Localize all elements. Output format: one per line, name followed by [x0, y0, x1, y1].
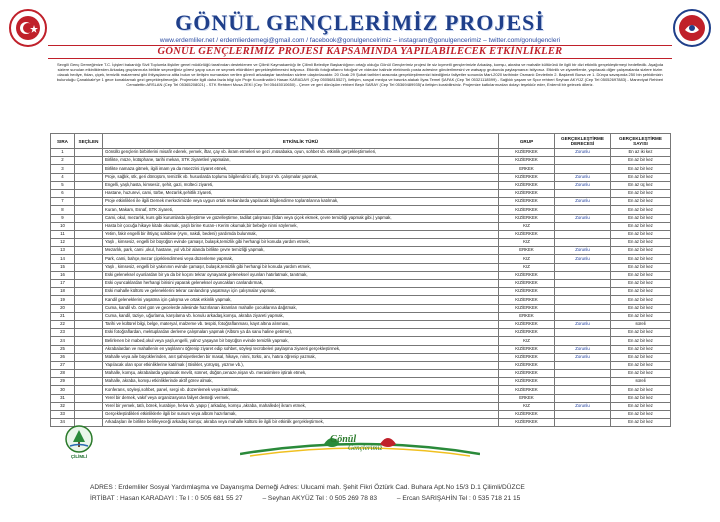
- table-row: [51, 370, 671, 378]
- row-group: KIZ/ERKEK: [499, 320, 555, 328]
- row-degree: [555, 361, 611, 369]
- row-count: süreli: [611, 378, 671, 386]
- row-selected-checkbox[interactable]: [75, 337, 103, 345]
- row-selected-checkbox[interactable]: [75, 304, 103, 312]
- row-selected-checkbox[interactable]: [75, 361, 103, 369]
- row-count: En az bir kez: [611, 271, 671, 279]
- row-activity: Yaşlı , kimsesiz, engelli bir yakınının evinde çamaşır, bulaşık,temizlik gibi herhangi bir konuda yardım etmek,: [103, 263, 499, 271]
- row-activity: Arkadaşları ile birlikte belirleyeceği arkadaş komşu; akraba veya mahalle kültürü ile ilgili bir etkinlik gerçekleştirmek,: [103, 419, 499, 427]
- row-selected-checkbox[interactable]: [75, 181, 103, 189]
- row-selected-checkbox[interactable]: [75, 198, 103, 206]
- row-count: En az bir kez: [611, 312, 671, 320]
- row-degree: Zorunlu: [555, 214, 611, 222]
- table-row: [51, 386, 671, 394]
- footer-address: ADRES : Erdemliler Sosyal Yardımlaşma ve Dayanışma Derneği Adres: Ulucami mah. Şehit Fikri Öztürk Cad. Buhara Apt.No 15/3 D.1 Çilimli/DÜZCE: [90, 484, 525, 491]
- row-activity: Yaşlı , kimsesiz, engelli bir büyüğün evinde çamaşır, bulaşık,temizlik gibi herhangi bir konuda yardım etmek,: [103, 239, 499, 247]
- row-group: KIZ/ERKEK: [499, 288, 555, 296]
- row-number: 8: [51, 206, 75, 214]
- row-degree: [555, 222, 611, 230]
- table-row: [51, 247, 671, 255]
- row-number: 22: [51, 320, 75, 328]
- row-number: 10: [51, 222, 75, 230]
- intro-paragraph: Sevgili Genç Derneğimize T.C. İçişleri bakanlığı Sivil Toplumla ilişkiler genel müdürlüğü tarafından desteklenen ve Çilimli Kaymakamlığı ile Çilimli Belediye Başkanlığının ortağı olduğu Gönül Gençlerimiz projesi ile siz kıymetli gençlerimizle Arkadaş, komşu, akraba ve mahalle kültürünü ile ilgili bir dizi etkinlik gerçekleştirmeyi hedefledik. Aşağıda sizlere sunulan etkinliklerden Arkadaş gruplarınızla birlikte seçeceğiniz görevi yapıp uzun ve seçmek etkinlikleri gerçekleştirilmesini istiyoruz. Etkinlik fotoğraflarını fotoğraf ve videolar halinde elektronik posta adresine gönderilmesini ve watsapp grubunda paylaşmanızı istiyoruz. Etkinlik ve ziyaretlerde, yapılacak diğer çalışmalarda sizlere bizim olacak hediye, fidan, çiçek, temizlik malzemesi gibi ihtiyaçlarınız altta bulun ve iletişim numaraları verilen görevli arkadaşlar tarafından sizlere ulaştırılacaktır. 20 Ocak 29 Şubat tarihleri arasında gerçekleştirmenizi istediğimiz faliyetler sonunda Mart-2020 tarihinde Osmanlı Devletinin 2. Başkenti Bursa ve 1. Dünya savaşında 250 bin şehidimizin bulunduğu Çanakkale'ye 1 gece konaklamalı gezi gerçekleştireceğiz. Projemizle ilgili daha fazla bilgi için Proje Koordinatörü Hasan KARADAYI (Cep 05056815527), iletişim, sosyal medya ve basınla alakalı İlyas Temel ŞAFAK (Cep Tel 05321118599) - Sağlıklı yaşam ve Spor rehberi Seyhan AKYÜZ (Cep Tel 05052697883) - Maneviyat Rehberi Cemalettin ARSLAN (Cep Tel 05365208021) - STK Rehberi Musa ZEKİ (Cep Tel 05445010650) - Çevre ve geri dönüşüm rehberi Beşir SARAY (Cep Tel 05369489935)'a iletişim kurabilirsiniz. Projemize katkılarınızdan dolayı teşekkür eder, Erdemli bir gelecek dileriz.: [56, 62, 664, 87]
- table-row: [51, 361, 671, 369]
- table-row: [51, 157, 671, 165]
- row-degree: [555, 411, 611, 419]
- row-degree: [555, 329, 611, 337]
- row-selected-checkbox[interactable]: [75, 173, 103, 181]
- row-count: En az bir kez: [611, 173, 671, 181]
- row-count: En az bir kez: [611, 165, 671, 173]
- row-activity: Birlikte namaza gitmek, ilgili imam ya da müezzini ziyaret etmek,: [103, 165, 499, 173]
- subtitle-divider: [48, 58, 672, 59]
- row-selected-checkbox[interactable]: [75, 411, 103, 419]
- row-activity: Eski geleneksel oyunlardan bir ya da bir koçını tekrar oynayarak geleneksel oyunları hatırlatmak, tanıtmak,: [103, 271, 499, 279]
- row-activity: Proje, sağlık, stk, geri dönüşüm, temizlik vb. hususlarda toplumu bilgilendirici afiş, broşür vb. çalışmalar yapmak,: [103, 173, 499, 181]
- brand-subtitle: Gençlerimiz: [348, 444, 383, 452]
- table-header-row: [51, 134, 671, 149]
- row-count: En az bir kez: [611, 222, 671, 230]
- row-number: 17: [51, 280, 75, 288]
- table-row: [51, 329, 671, 337]
- table-row: [51, 214, 671, 222]
- row-group: KIZ/ERKEK: [499, 198, 555, 206]
- row-degree: [555, 386, 611, 394]
- row-group: KIZ/ERKEK: [499, 271, 555, 279]
- row-activity: Kandil geleneklerini yaşatma için çalışma ve ortak etkinlik yapmak,: [103, 296, 499, 304]
- row-activity: Belirlenen bir mabed,okul veya yaşlı,engelli, yalnız yaşayan bir büyüğün evinde temizlik yapmak,: [103, 337, 499, 345]
- row-group: KIZ/ERKEK: [499, 378, 555, 386]
- row-activity: Eski oyuncaklardan herhangi birisini yaparak geleneksel oyuncakları canlandırmak,: [103, 280, 499, 288]
- row-group: KIZ: [499, 239, 555, 247]
- row-degree: [555, 271, 611, 279]
- row-number: 5: [51, 181, 75, 189]
- row-degree: [555, 296, 611, 304]
- table-row: [51, 173, 671, 181]
- row-count: En az bir kez: [611, 361, 671, 369]
- row-count: En az bir kez: [611, 198, 671, 206]
- row-activity: Cuma, kandil, taziye, uğurlama, karşılama vb. konulu arkadaş,komşu, akraba ziyareti yapmak,: [103, 312, 499, 320]
- row-activity: Yapılacak olan spor etkinliklerine katılmak ( Bisiklet, yürüyüş, yüzme vb.),: [103, 361, 499, 369]
- row-selected-checkbox[interactable]: [75, 329, 103, 337]
- row-group: KIZ/ERKEK: [499, 345, 555, 353]
- row-number: 24: [51, 337, 75, 345]
- row-activity: Tarihi ve kültürel bilgi, belge, materyal, malzeme vb. tespiti, fotoğraflanması, kayıt altına alınması,: [103, 320, 499, 328]
- table-row: [51, 189, 671, 197]
- row-count: En az bir kez: [611, 189, 671, 197]
- row-number: 27: [51, 361, 75, 369]
- row-number: 12: [51, 239, 75, 247]
- activities-table: [50, 133, 671, 427]
- row-selected-checkbox[interactable]: [75, 402, 103, 410]
- row-group: ERKEK: [499, 394, 555, 402]
- row-number: 32: [51, 402, 75, 410]
- row-number: 29: [51, 378, 75, 386]
- row-number: 33: [51, 411, 75, 419]
- row-degree: [555, 280, 611, 288]
- row-number: 31: [51, 394, 75, 402]
- row-group: ERKEK: [499, 165, 555, 173]
- row-group: KIZ/ERKEK: [499, 386, 555, 394]
- row-group: KIZ/ERKEK: [499, 189, 555, 197]
- row-count: En az bir kez: [611, 280, 671, 288]
- row-count: En az üç kez: [611, 181, 671, 189]
- row-count: En az bir kez: [611, 419, 671, 427]
- table-row: [51, 304, 671, 312]
- row-count: En az bir kez: [611, 402, 671, 410]
- row-group: ERKEK: [499, 312, 555, 320]
- row-degree: Zorunlu: [555, 149, 611, 157]
- row-count: En az bir kez: [611, 255, 671, 263]
- table-row: [51, 255, 671, 263]
- table-row: [51, 271, 671, 279]
- row-count: süreli: [611, 320, 671, 328]
- row-activity: Eski mahalle kültürü ve geleneklerini tekrar canlandırıp yaşatmayı için çalışmalar yapmak,: [103, 288, 499, 296]
- row-activity: Gönüllü gençlerin birbirlerini misafir ederek, yemek, iftar, çay vb. ikram etmeleri ve gezi ,müsabaka, oyun, sohbet vb. etkinlik gerçekleştirmeleri,: [103, 149, 499, 157]
- row-count: En az iki kez: [611, 149, 671, 157]
- row-group: KIZ/ERKEK: [499, 173, 555, 181]
- table-row: [51, 394, 671, 402]
- row-count: En az bir kez: [611, 214, 671, 222]
- row-activity: Yetim, fakir engelli bir ihtiyaç sahibine (Aynı, nakdi, bedeni) yardımda bulunmak,: [103, 230, 499, 238]
- row-number: 15: [51, 263, 75, 271]
- row-number: 13: [51, 247, 75, 255]
- row-number: 19: [51, 296, 75, 304]
- row-selected-checkbox[interactable]: [75, 206, 103, 214]
- row-activity: Eski fotoğraflardan, mektuplardan derleme çalışmaları yapmak (Albüm ya da sanu haline getirme),: [103, 329, 499, 337]
- row-degree: [555, 288, 611, 296]
- row-group: KIZ/ERKEK: [499, 149, 555, 157]
- row-number: 18: [51, 288, 75, 296]
- row-selected-checkbox[interactable]: [75, 320, 103, 328]
- row-group: ERKEK: [499, 247, 555, 255]
- header-grup: GRUP: [499, 134, 555, 149]
- row-number: 26: [51, 353, 75, 361]
- row-number: 9: [51, 214, 75, 222]
- row-degree: Zorunlu: [555, 173, 611, 181]
- row-activity: Akrabalardan ve mahallenin en yaşlılarını öğrenip ziyaret edip sohbet, söyleşi tecrübeleri paylaşma ziyareti gerçekleştirmek,: [103, 345, 499, 353]
- row-degree: Zorunlu: [555, 320, 611, 328]
- table-row: [51, 345, 671, 353]
- row-selected-checkbox[interactable]: [75, 149, 103, 157]
- row-degree: [555, 304, 611, 312]
- row-activity: Hasta bir çocuğa hikaye kitabı okumak, yaşlı birine Kuran-ı Kerim okumak,bir bebeğe ninni söylemek,: [103, 222, 499, 230]
- row-activity: Cuma, kandil vb. özel gün ve gecelerde ailesinde hazırlanan ikramları mahalle çocuklarına dağıtmak,: [103, 304, 499, 312]
- row-activity: Yerel bir dernek, vakıf veya organizasyona faliyet desteği vermek,: [103, 394, 499, 402]
- row-group: KIZ/ERKEK: [499, 353, 555, 361]
- row-activity: Engelli, yaşlı,hasta, kimsesiz, şehit, gazi, mülteci ziyareti,: [103, 181, 499, 189]
- cilimli-municipality-logo-icon: [64, 424, 94, 454]
- table-row: [51, 411, 671, 419]
- row-group: KIZ/ERKEK: [499, 230, 555, 238]
- row-group: KIZ/ERKEK: [499, 419, 555, 427]
- row-degree: Zorunlu: [555, 353, 611, 361]
- row-number: 3: [51, 165, 75, 173]
- table-row: [51, 206, 671, 214]
- row-degree: [555, 165, 611, 173]
- row-number: 7: [51, 198, 75, 206]
- row-degree: [555, 370, 611, 378]
- table-row: [51, 198, 671, 206]
- row-count: En az bir kez: [611, 411, 671, 419]
- table-row: [51, 378, 671, 386]
- row-activity: Mahalle, akraba, komşu etkinliklerinde aktif görev almak,: [103, 378, 499, 386]
- row-degree: [555, 337, 611, 345]
- row-count: En az bir kez: [611, 370, 671, 378]
- row-degree: [555, 239, 611, 247]
- row-degree: Zorunlu: [555, 402, 611, 410]
- row-degree: Zorunlu: [555, 181, 611, 189]
- row-selected-checkbox[interactable]: [75, 165, 103, 173]
- table-row: [51, 320, 671, 328]
- row-selected-checkbox[interactable]: [75, 296, 103, 304]
- row-activity: Mahalle veya aile büyüklerinden, anıt şahsiyetlerden bir masal, hikaye, ninni, türkü, anı, hatıra öğrenip yazmak,: [103, 353, 499, 361]
- table-row: [51, 181, 671, 189]
- row-degree: [555, 157, 611, 165]
- cilimli-label: ÇİLİMLİ: [70, 454, 88, 459]
- row-selected-checkbox[interactable]: [75, 214, 103, 222]
- row-group: KIZ/ERKEK: [499, 296, 555, 304]
- row-number: 28: [51, 370, 75, 378]
- row-number: 11: [51, 230, 75, 238]
- row-number: 6: [51, 189, 75, 197]
- row-degree: [555, 312, 611, 320]
- row-count: En az bir kez: [611, 394, 671, 402]
- row-group: KIZ/ERKEK: [499, 206, 555, 214]
- contact-karadayi: İRTİBAT : Hasan KARADAYI : Te l : 0 505 681 55 27: [90, 495, 243, 502]
- table-row: [51, 239, 671, 247]
- page-subtitle: GÖNÜL GENÇLERİMİZ PROJESİ KAPSAMINDA YAPILABİLECEK ETKİNLİKLER: [157, 46, 563, 57]
- row-activity: Kuran, Makam, Esnaf, STK ziyareti,: [103, 206, 499, 214]
- row-selected-checkbox[interactable]: [75, 370, 103, 378]
- row-count: En az bir kez: [611, 288, 671, 296]
- row-selected-checkbox[interactable]: [75, 394, 103, 402]
- row-count: En az bir kez: [611, 353, 671, 361]
- row-degree: Zorunlu: [555, 255, 611, 263]
- row-selected-checkbox[interactable]: [75, 386, 103, 394]
- row-group: KIZ: [499, 263, 555, 271]
- row-activity: Yerel bir yemek, tatlı, börek, kurabiye, helva vb. yapıp ( arkadaş, komşu ,akraba, mahallede) ikram etmek,: [103, 402, 499, 410]
- table-row: [51, 296, 671, 304]
- row-count: En az bir kez: [611, 304, 671, 312]
- row-group: KIZ/ERKEK: [499, 214, 555, 222]
- row-degree: [555, 263, 611, 271]
- row-selected-checkbox[interactable]: [75, 222, 103, 230]
- table-row: [51, 222, 671, 230]
- row-group: KIZ: [499, 255, 555, 263]
- row-number: 20: [51, 304, 75, 312]
- table-row: [51, 353, 671, 361]
- table-row: [51, 165, 671, 173]
- row-activity: Cami, okul, mezarlık, kurs gibi kurumlarda iyileştirme ve güzelleştirme, tadilat çalışması (fidan veya çiçek ekmek, çevre temizliği yapmak gibi.) yapmak,: [103, 214, 499, 222]
- row-activity: Proje etkinlikleri ile ilgili Dernek merkezimizde veya uygun ortak mekanlarda yapılacak bilgilendirme toplantılarına katılmak,: [103, 198, 499, 206]
- row-count: En az bir kez: [611, 247, 671, 255]
- row-selected-checkbox[interactable]: [75, 263, 103, 271]
- row-group: KIZ: [499, 337, 555, 345]
- row-count: En az bir kez: [611, 337, 671, 345]
- row-selected-checkbox[interactable]: [75, 239, 103, 247]
- row-number: 16: [51, 271, 75, 279]
- brand-title: Gönül: [330, 434, 357, 445]
- row-count: En az bir kez: [611, 345, 671, 353]
- row-selected-checkbox[interactable]: [75, 230, 103, 238]
- table-row: [51, 230, 671, 238]
- row-number: 25: [51, 345, 75, 353]
- row-number: 2: [51, 157, 75, 165]
- contact-links: www.erdemliler.net / erdemlierdemegi@gmail.com / facebook@gonulgencelrimiz – instagram@gonulgencerimiz – twitter.com/gonulgencleri: [159, 37, 561, 44]
- header-derece: GERÇEKLEŞTİRME DERECESİ: [555, 134, 611, 149]
- row-count: En az bir kez: [611, 206, 671, 214]
- row-number: 4: [51, 173, 75, 181]
- row-selected-checkbox[interactable]: [75, 378, 103, 386]
- row-number: 1: [51, 149, 75, 157]
- table-row: [51, 419, 671, 427]
- header-sayi: GERÇEKLEŞTİRME SAYISI: [611, 134, 671, 149]
- table-row: [51, 312, 671, 320]
- row-activity: Gerçekleştirdikleri etkinliklerle ilgili bir sunum veya albüm hazırlamak,: [103, 411, 499, 419]
- footer-contacts: [90, 495, 710, 502]
- row-count: En az bir kez: [611, 263, 671, 271]
- row-activity: Mezarlık, park, cami ,okul, hastane, yol vb.bir alanda birlikte çevre temizliği yapmak,: [103, 247, 499, 255]
- row-selected-checkbox[interactable]: [75, 353, 103, 361]
- row-group: KIZ/ERKEK: [499, 181, 555, 189]
- row-group: KIZ/ERKEK: [499, 370, 555, 378]
- row-degree: Zorunlu: [555, 247, 611, 255]
- row-number: 23: [51, 329, 75, 337]
- row-activity: Hastane, huzurevi, cami, türbe, Mezarlık,şehitlik ziyareti,: [103, 189, 499, 197]
- row-number: 14: [51, 255, 75, 263]
- table-row: [51, 402, 671, 410]
- table-row: [51, 288, 671, 296]
- row-degree: [555, 189, 611, 197]
- row-degree: [555, 206, 611, 214]
- table-row: [51, 337, 671, 345]
- header-etkinlik: ETKİNLİK TÜRÜ: [103, 134, 499, 149]
- row-group: KIZ/ERKEK: [499, 280, 555, 288]
- header-sira: SIRA: [51, 134, 75, 149]
- row-group: KIZ: [499, 402, 555, 410]
- row-activity: Mahalle, komşu, akrabalarda yapılacak mevlit, sünnet, düğün,cenaze,nişan vb. merasimlere iştirak etmek,: [103, 370, 499, 378]
- row-group: KIZ/ERKEK: [499, 411, 555, 419]
- row-number: 34: [51, 419, 75, 427]
- row-selected-checkbox[interactable]: [75, 288, 103, 296]
- row-selected-checkbox[interactable]: [75, 312, 103, 320]
- contact-sarisahin: – Ercan SARIŞAHİN Tel : 0 535 718 21 15: [396, 495, 521, 502]
- row-selected-checkbox[interactable]: [75, 271, 103, 279]
- row-degree: [555, 230, 611, 238]
- row-selected-checkbox[interactable]: [75, 280, 103, 288]
- row-activity: Park, cami, bahçe,mezar çiçeklendirmesi veya düzenleme yapmak,: [103, 255, 499, 263]
- row-count: En az bir kez: [611, 329, 671, 337]
- row-number: 30: [51, 386, 75, 394]
- row-group: KIZ/ERKEK: [499, 361, 555, 369]
- contact-akyuz: – Seyhan AKYÜZ Tel : 0 505 269 78 83: [262, 495, 378, 502]
- row-degree: Zorunlu: [555, 345, 611, 353]
- row-group: KIZ: [499, 222, 555, 230]
- row-degree: [555, 394, 611, 402]
- header-secilen: SEÇİLEN: [75, 134, 103, 149]
- table-row: [51, 280, 671, 288]
- row-activity: Birlikte, müze, kütüphane, tarihi mekan, STK ziyaretleri yapmaları,: [103, 157, 499, 165]
- row-selected-checkbox[interactable]: [75, 345, 103, 353]
- row-selected-checkbox[interactable]: [75, 247, 103, 255]
- row-group: KIZ/ERKEK: [499, 304, 555, 312]
- row-count: En az bir kez: [611, 239, 671, 247]
- row-selected-checkbox[interactable]: [75, 189, 103, 197]
- row-count: En az bir kez: [611, 157, 671, 165]
- row-group: KIZ/ERKEK: [499, 329, 555, 337]
- row-group: KIZ/ERKEK: [499, 157, 555, 165]
- row-degree: Zorunlu: [555, 198, 611, 206]
- table-row: [51, 263, 671, 271]
- row-count: En az bir kez: [611, 386, 671, 394]
- row-activity: Konferans, söyleşi,sohbet, panel, sergi vb. düzenlemek veya katılmak,: [103, 386, 499, 394]
- page-title: GÖNÜL GENÇLERİMİZ PROJESİ: [175, 10, 545, 35]
- row-selected-checkbox[interactable]: [75, 157, 103, 165]
- table-row: [51, 149, 671, 157]
- row-number: 21: [51, 312, 75, 320]
- row-selected-checkbox[interactable]: [75, 255, 103, 263]
- row-degree: [555, 419, 611, 427]
- row-count: En az bir kez: [611, 296, 671, 304]
- row-degree: [555, 378, 611, 386]
- row-count: En az bir kez: [611, 230, 671, 238]
